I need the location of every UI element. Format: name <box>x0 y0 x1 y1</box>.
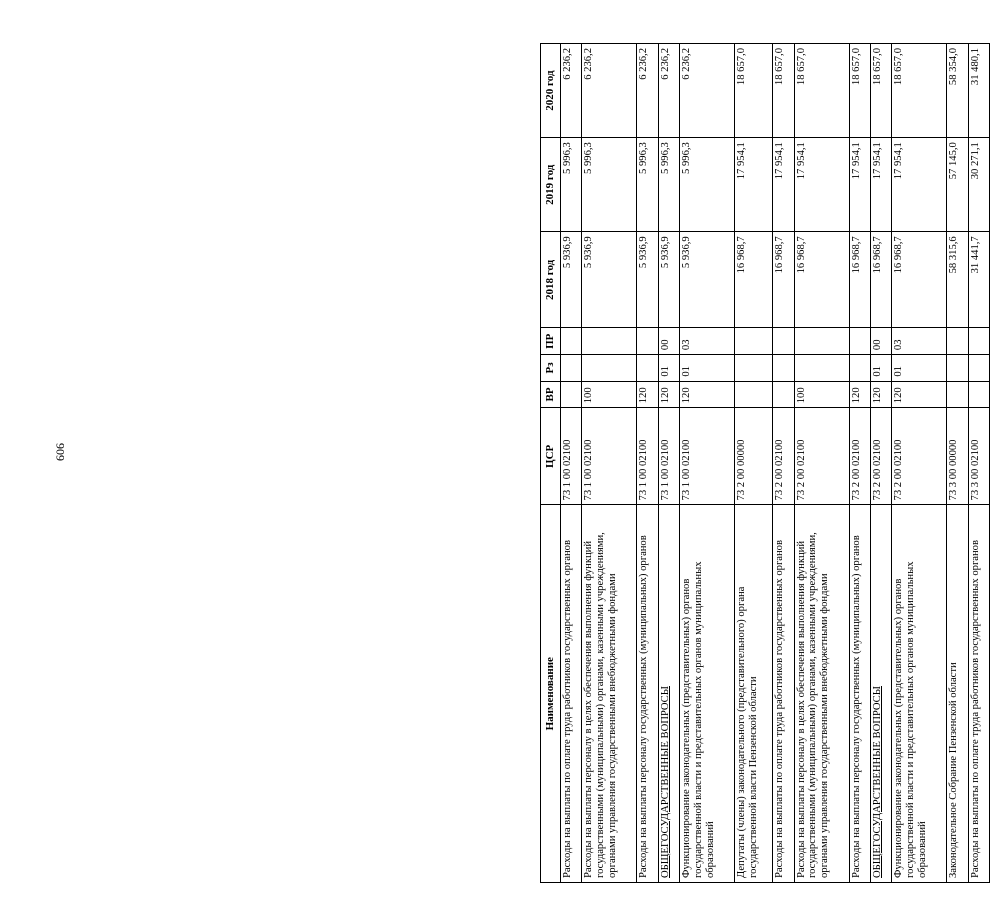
row-csr: 73 2 00 02100 <box>870 408 891 505</box>
column-header-2018: 2018 год <box>541 232 561 328</box>
row-2018: 16 968,7 <box>892 232 947 328</box>
row-name-text: ОБЩЕГОСУДАРСТВЕННЫЕ ВОПРОСЫ <box>871 686 883 878</box>
row-name: Расходы на выплаты персоналу в целях обеспечения выполнения функций государственными (муниципальными) органами, казенными учреждениями, органами управления государственными внебюджетными фондами <box>582 505 637 883</box>
row-2018: 16 968,7 <box>849 232 870 328</box>
table-row <box>637 44 658 883</box>
row-rz <box>968 355 989 382</box>
table-row <box>968 44 989 883</box>
row-name-text: ОБЩЕГОСУДАРСТВЕННЫЕ ВОПРОСЫ <box>659 686 671 878</box>
row-rz <box>637 355 658 382</box>
table-row <box>947 44 968 883</box>
row-csr: 73 2 00 02100 <box>794 408 849 505</box>
row-rz <box>794 355 849 382</box>
row-2019: 5 996,3 <box>582 138 637 232</box>
row-pr: 00 <box>870 328 891 355</box>
table-row <box>870 44 891 883</box>
row-pr <box>773 328 794 355</box>
row-2019: 5 996,3 <box>561 138 582 232</box>
table-row <box>892 44 947 883</box>
row-vr <box>947 381 968 408</box>
row-rz: 01 <box>870 355 891 382</box>
row-pr <box>947 328 968 355</box>
row-2018: 5 936,9 <box>561 232 582 328</box>
row-csr: 73 1 00 02100 <box>658 408 679 505</box>
table-row <box>735 44 773 883</box>
table-row <box>582 44 637 883</box>
row-vr <box>735 381 773 408</box>
column-header-pr: ПР <box>541 328 561 355</box>
row-2018: 16 968,7 <box>794 232 849 328</box>
row-name: Функционирование законодательных (представительных) органов государственной власти и представительных органов муниципальных образований <box>892 505 947 883</box>
row-vr: 120 <box>658 381 679 408</box>
row-vr: 100 <box>582 381 637 408</box>
row-2020: 6 236,2 <box>679 44 734 138</box>
row-name: Расходы на выплаты по оплате труда работников государственных органов <box>561 505 582 883</box>
row-csr: 73 2 00 02100 <box>849 408 870 505</box>
row-2019: 17 954,1 <box>773 138 794 232</box>
row-2018: 5 936,9 <box>658 232 679 328</box>
column-header-vr: ВР <box>541 381 561 408</box>
row-vr: 100 <box>794 381 849 408</box>
row-rz <box>947 355 968 382</box>
column-header-rz: Рз <box>541 355 561 382</box>
row-pr <box>794 328 849 355</box>
row-pr <box>561 328 582 355</box>
row-2019: 5 996,3 <box>679 138 734 232</box>
row-2019: 17 954,1 <box>735 138 773 232</box>
row-2020: 18 657,0 <box>773 44 794 138</box>
row-csr: 73 2 00 02100 <box>773 408 794 505</box>
table-row <box>658 44 679 883</box>
row-rz: 01 <box>679 355 734 382</box>
table-row <box>773 44 794 883</box>
page-number: 909 <box>53 443 68 461</box>
row-csr: 73 3 00 02100 <box>968 408 989 505</box>
column-header-name: Наименование <box>541 505 561 883</box>
row-rz <box>849 355 870 382</box>
row-rz <box>561 355 582 382</box>
row-csr: 73 3 00 00000 <box>947 408 968 505</box>
row-csr: 73 1 00 02100 <box>582 408 637 505</box>
column-header-2020: 2020 год <box>541 44 561 138</box>
row-2019: 5 996,3 <box>658 138 679 232</box>
row-pr: 00 <box>658 328 679 355</box>
row-rz <box>735 355 773 382</box>
row-pr <box>735 328 773 355</box>
row-2020: 31 480,1 <box>968 44 989 138</box>
row-name: Расходы на выплаты персоналу в целях обеспечения выполнения функций государственными (муниципальными) органами, казенными учреждениями, органами управления государственными внебюджетными фондами <box>794 505 849 883</box>
row-2018: 5 936,9 <box>582 232 637 328</box>
row-vr <box>968 381 989 408</box>
header-row <box>541 44 561 883</box>
row-name: Депутаты (члены) законодательного (представительного) органа государственной власти Пензенской области <box>735 505 773 883</box>
row-csr: 73 2 00 00000 <box>735 408 773 505</box>
row-2020: 18 657,0 <box>735 44 773 138</box>
table-row <box>561 44 582 883</box>
row-vr <box>561 381 582 408</box>
row-2018: 31 441,7 <box>968 232 989 328</box>
row-name: Расходы на выплаты персоналу государственных (муниципальных) органов <box>637 505 658 883</box>
row-csr: 73 1 00 02100 <box>637 408 658 505</box>
row-2020: 58 354,0 <box>947 44 968 138</box>
row-name <box>870 505 891 883</box>
row-vr: 120 <box>849 381 870 408</box>
table-row <box>794 44 849 883</box>
row-vr: 120 <box>892 381 947 408</box>
row-2018: 16 968,7 <box>735 232 773 328</box>
row-pr <box>968 328 989 355</box>
column-header-csr: ЦСР <box>541 408 561 505</box>
row-name: Расходы на выплаты персоналу государственных (муниципальных) органов <box>849 505 870 883</box>
table-row <box>849 44 870 883</box>
row-name: Расходы на выплаты по оплате труда работников государственных органов <box>773 505 794 883</box>
row-vr: 120 <box>637 381 658 408</box>
row-2018: 5 936,9 <box>637 232 658 328</box>
row-name <box>658 505 679 883</box>
row-2020: 6 236,2 <box>561 44 582 138</box>
row-rz: 01 <box>658 355 679 382</box>
row-2020: 6 236,2 <box>582 44 637 138</box>
row-2020: 6 236,2 <box>658 44 679 138</box>
row-pr <box>582 328 637 355</box>
row-2020: 18 657,0 <box>870 44 891 138</box>
row-vr <box>773 381 794 408</box>
row-rz <box>773 355 794 382</box>
row-2019: 5 996,3 <box>637 138 658 232</box>
row-name: Законодательное Собрание Пензенской области <box>947 505 968 883</box>
row-csr: 73 1 00 02100 <box>561 408 582 505</box>
row-pr <box>637 328 658 355</box>
row-2019: 17 954,1 <box>849 138 870 232</box>
row-2020: 6 236,2 <box>637 44 658 138</box>
row-name: Расходы на выплаты по оплате труда работников государственных органов <box>968 505 989 883</box>
row-2018: 16 968,7 <box>773 232 794 328</box>
budget-table <box>540 43 990 883</box>
row-2019: 30 271,1 <box>968 138 989 232</box>
row-pr <box>849 328 870 355</box>
row-2020: 18 657,0 <box>892 44 947 138</box>
row-pr: 03 <box>679 328 734 355</box>
row-rz <box>582 355 637 382</box>
row-2019: 57 145,0 <box>947 138 968 232</box>
row-vr: 120 <box>679 381 734 408</box>
row-csr: 73 1 00 02100 <box>679 408 734 505</box>
row-name: Функционирование законодательных (представительных) органов государственной власти и представительных органов муниципальных образований <box>679 505 734 883</box>
row-pr: 03 <box>892 328 947 355</box>
column-header-2019: 2019 год <box>541 138 561 232</box>
rotated-page <box>540 43 990 883</box>
row-vr: 120 <box>870 381 891 408</box>
row-2019: 17 954,1 <box>870 138 891 232</box>
table-row <box>679 44 734 883</box>
row-2018: 58 315,6 <box>947 232 968 328</box>
row-rz: 01 <box>892 355 947 382</box>
row-2020: 18 657,0 <box>849 44 870 138</box>
row-2019: 17 954,1 <box>892 138 947 232</box>
row-2019: 17 954,1 <box>794 138 849 232</box>
row-2018: 16 968,7 <box>870 232 891 328</box>
row-2018: 5 936,9 <box>679 232 734 328</box>
row-csr: 73 2 00 02100 <box>892 408 947 505</box>
row-2020: 18 657,0 <box>794 44 849 138</box>
